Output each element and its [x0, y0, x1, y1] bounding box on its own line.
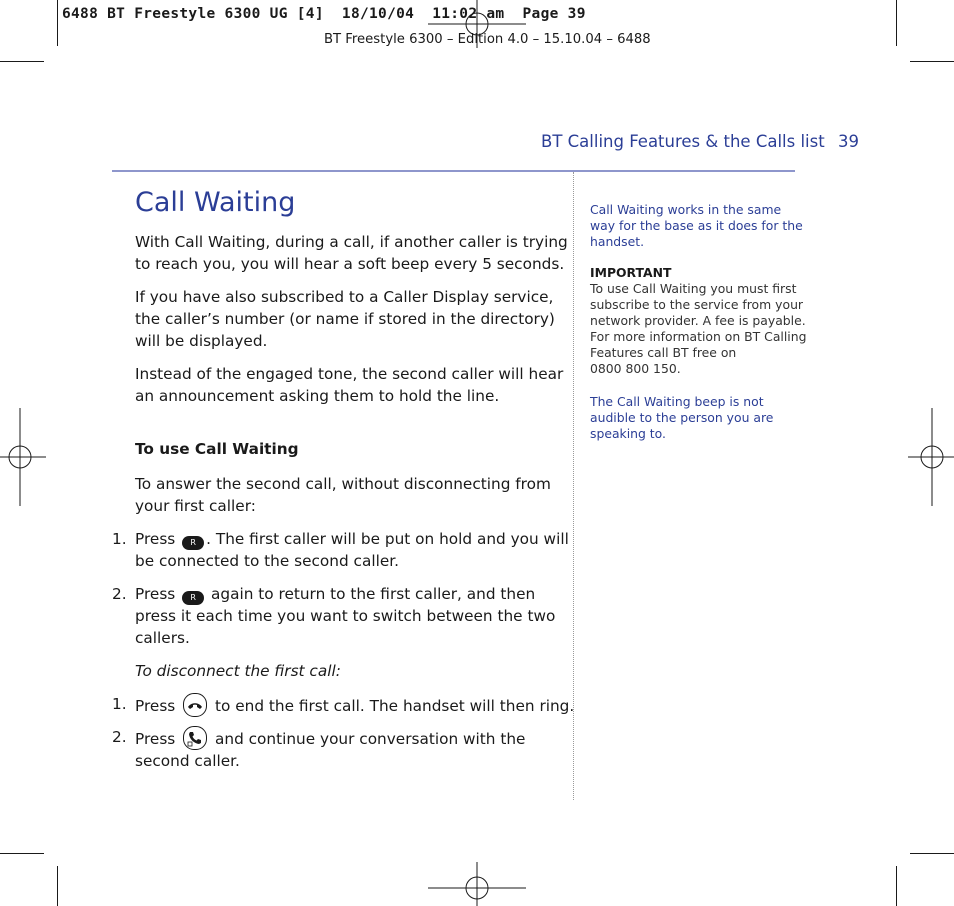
text-line — [135, 583, 555, 605]
step-text: Press — [135, 585, 176, 603]
text-line: If you have also subscribed to a Caller Display service, — [135, 288, 554, 306]
step-number: 2. — [112, 585, 127, 603]
recall-key-icon: R — [182, 536, 204, 550]
text-line: will be displayed. — [135, 332, 268, 350]
step-disconnect-2 — [135, 726, 525, 772]
text-line — [135, 693, 574, 717]
text-line: The Call Waiting beep is not — [590, 394, 764, 409]
crop-mark — [0, 853, 44, 854]
header-rule — [112, 170, 795, 172]
step-text: . The first caller will be put on hold and you will — [206, 530, 569, 548]
sidebar-note-1 — [590, 202, 803, 250]
text-line: second caller. — [135, 752, 240, 770]
crop-mark — [57, 0, 58, 46]
step-number: 1. — [112, 695, 127, 713]
intro-paragraph-3 — [135, 363, 563, 407]
text-line: handset. — [590, 234, 645, 249]
registration-mark-right — [908, 408, 954, 506]
step-text: and continue your conversation with the — [210, 730, 526, 748]
step-answer-1 — [135, 528, 569, 572]
subheading: To use Call Waiting — [135, 440, 299, 458]
text-line: speaking to. — [590, 426, 666, 441]
recall-key-icon: R — [182, 591, 204, 605]
text-line — [135, 726, 525, 750]
talk-icon — [183, 726, 207, 750]
step-text: Press — [135, 730, 176, 748]
step-text: again to return to the first caller, and then — [206, 585, 536, 603]
registration-mark-bottom — [428, 862, 526, 906]
step-text: Press — [135, 530, 176, 548]
section-title: BT Calling Features & the Calls list — [541, 132, 825, 151]
step-text: to end the first call. The handset will then ring. — [210, 697, 575, 715]
intro-paragraph-1 — [135, 231, 568, 275]
step-number: 2. — [112, 728, 127, 746]
intro-paragraph-2 — [135, 286, 555, 352]
text-line: Features call BT free on — [590, 345, 737, 360]
text-line: to reach you, you will hear a soft beep every 5 seconds. — [135, 255, 565, 273]
text-line: be connected to the second caller. — [135, 552, 399, 570]
step-disconnect-1 — [135, 693, 574, 717]
answer-intro — [135, 473, 551, 517]
text-line: For more information on BT Calling — [590, 329, 807, 344]
crop-mark — [896, 0, 897, 46]
important-label: IMPORTANT — [590, 265, 672, 280]
registration-mark-left — [0, 408, 46, 506]
crop-mark — [0, 61, 44, 62]
disconnect-heading: To disconnect the first call: — [135, 662, 341, 680]
crop-mark — [57, 866, 58, 906]
text-line: audible to the person you are — [590, 410, 774, 425]
step-text: Press — [135, 697, 176, 715]
text-line: 0800 800 150. — [590, 361, 681, 376]
text-line: an announcement asking them to hold the line. — [135, 387, 500, 405]
text-line: way for the base as it does for the — [590, 218, 803, 233]
text-line: To answer the second call, without disconnecting from — [135, 475, 551, 493]
text-line: To use Call Waiting you must first — [590, 281, 797, 296]
text-line — [135, 528, 569, 550]
edition-line: BT Freestyle 6300 – Edition 4.0 – 15.10.04 – 6488 — [324, 32, 651, 47]
text-line: Call Waiting works in the same — [590, 202, 782, 217]
print-slug: 6488 BT Freestyle 6300 UG [4] 18/10/04 11:02 am Page 39 — [62, 6, 586, 22]
sidebar-important — [590, 265, 806, 377]
text-line: subscribe to the service from your — [590, 297, 804, 312]
page-number: 39 — [838, 132, 859, 151]
page-title: Call Waiting — [135, 187, 296, 218]
crop-mark — [910, 61, 954, 62]
text-line: the caller’s number (or name if stored in the directory) — [135, 310, 555, 328]
text-line: callers. — [135, 629, 190, 647]
text-line: With Call Waiting, during a call, if another caller is trying — [135, 233, 568, 251]
text-line: press it each time you want to switch between the two — [135, 607, 556, 625]
sidebar-note-2 — [590, 394, 773, 442]
crop-mark — [896, 866, 897, 906]
end-call-icon — [183, 693, 207, 717]
text-line: Instead of the engaged tone, the second caller will hear — [135, 365, 564, 383]
crop-mark — [910, 853, 954, 854]
text-line: your first caller: — [135, 497, 256, 515]
text-line: network provider. A fee is payable. — [590, 313, 806, 328]
step-answer-2 — [135, 583, 555, 649]
step-number: 1. — [112, 530, 127, 548]
